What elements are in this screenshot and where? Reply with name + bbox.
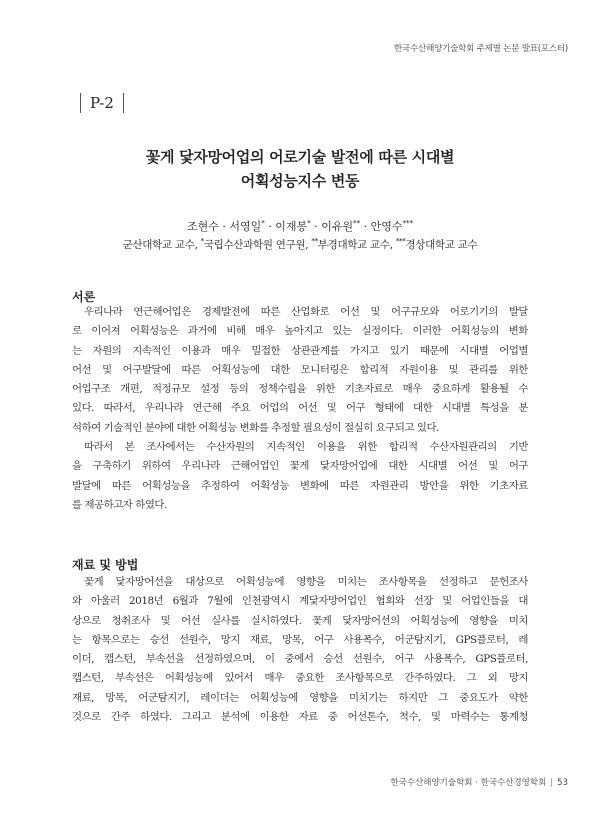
author-separator: ·	[360, 220, 371, 233]
body-text-line: 있다. 따라서, 우리나라 연근해 주요 어업의 어선 및 어구 형태에 대한 시대별 특성을 분	[72, 402, 528, 415]
author-affiliation-mark: ***	[402, 219, 413, 228]
author-name: 서영일	[229, 220, 262, 233]
paper-code-box: P-2	[80, 93, 124, 113]
section-heading-methods: 재료 및 방법	[72, 558, 139, 572]
affiliation-list	[0, 237, 600, 252]
paper-title-line-1: 꽃게 닻자망어업의 어로기술 발전에 따른 시대별	[145, 148, 455, 166]
author-affiliation-mark: **	[353, 219, 361, 228]
affiliation-text: 경상대학교 교수	[405, 239, 478, 251]
body-text-line: 캡스턴, 부속선은 어획성능에 있어서 매우 중요한 조사항목으로 간주하였다. 그 외 망지	[72, 672, 528, 685]
body-text-line: 석하여 기술적인 분야에 대한 어획성능 변화를 추정할 필요성이 절실히 요구되고 있다.	[72, 421, 439, 434]
affiliation-mark: ***	[395, 237, 406, 246]
author-separator: ·	[218, 220, 230, 233]
body-text-line: 따라서 본 조사에서는 수산자원의 지속적인 이용을 위한 합리적 수산자원관리의 기반	[84, 441, 528, 454]
author-name: 안영수	[370, 220, 403, 233]
body-text-line: 어업구조 개편, 적정규모 설정 등의 정책수립을 위한 기초자료로 매우 중요하게 활용될 수	[72, 383, 528, 396]
affiliation-mark: *	[200, 237, 204, 246]
section-body-methods	[72, 573, 528, 727]
body-text-line: 발달에 따른 어획성능을 추정하여 어획성능 변화에 따른 자원관리 방안을 위한 기초자료	[72, 479, 528, 492]
body-text-line: 꽃게 닻자망어선을 대상으로 어획성능에 영향을 미치는 조사항목을 선정하고 문헌조사	[84, 576, 528, 588]
author-name: 이재봉	[275, 220, 308, 233]
section-heading-introduction: 서론	[72, 290, 96, 304]
author-list	[0, 218, 600, 234]
paper-title-line-2: 어획성능지수 변동	[240, 172, 360, 190]
affiliation-text: 부경대학교 교수,	[317, 239, 396, 251]
author-affiliation-mark: *	[261, 219, 265, 228]
running-header: 한국수산해양기술학회 주제별 논문 발표(포스터)	[394, 44, 568, 54]
author-affiliation-mark: *	[307, 219, 311, 228]
body-text-line: 는 항목으로는 승선 선원수, 망지 재료, 망목, 어구 사용폭수, 어군탐지기, GPS플로터, 레	[72, 633, 528, 646]
author-name: 이유원	[321, 220, 354, 233]
body-text-line: 어선 및 어구발달에 따른 어획성능에 대한 모니터링은 합리적 자원이용 및 관리를 위한	[72, 363, 528, 376]
body-text-line: 를 제공하고자 하였다.	[72, 498, 167, 511]
body-text-line: 상으로 청취조사 및 어선 실사를 실시하였다. 꽃게 닻자망어선의 어획성능에 영향을 미치	[72, 614, 528, 627]
body-text-line: 이더, 캡스턴, 부속선을 선정하였으며, 이 중에서 승선 선원수, 어구 사용폭수, GPS플로터,	[72, 653, 528, 666]
body-text-line: 우리나라 연근해어업은 경제발전에 따른 산업화로 어선 및 어구규모와 어로기기의 발달	[84, 306, 528, 318]
footer-separator: |	[550, 778, 554, 788]
author-name: 조현수	[187, 220, 219, 233]
affiliation-mark: **	[311, 237, 318, 246]
section-body-introduction	[72, 303, 528, 515]
page-number: 53	[557, 778, 568, 788]
body-text-line: 는 자원의 지속적인 이용과 매우 밀접한 상관관계를 가지고 있기 때문에 시대별 어업별	[72, 344, 528, 357]
body-text-line: 로 이어져 어획성능은 과거에 비해 매우 높아지고 있는 실정이다. 이러한 어획성능의 변화	[72, 325, 528, 338]
footer-journal: 한국수산해양기술학회 · 한국수산경영학회	[390, 778, 547, 788]
affiliation-text: 국립수산과학원 연구원,	[203, 239, 312, 251]
running-footer	[390, 776, 568, 788]
body-text-line: 것으로 간주 하였다. 그리고 분석에 이용한 자료 중 어선톤수, 척수, 및 마력수는 통계청	[72, 711, 528, 724]
body-text-line: 재료, 망목, 어군탐지기, 레이더는 어획성능에 영향을 미치기는 하지만 그 중요도가 약한	[72, 691, 528, 704]
body-text-line: 을 구축하기 위하여 우리나라 근해어업인 꽃게 닻자망어업에 대한 시대별 어선 및 어구	[72, 460, 528, 473]
affiliation-text: 군산대학교 교수,	[122, 239, 201, 251]
author-separator: ·	[264, 220, 276, 233]
body-text-line: 와 아울러 2018년 6월과 7월에 인천광역시 계닻자망어업인 협회와 선장 및 어업인들을 대	[72, 595, 528, 608]
author-separator: ·	[310, 220, 322, 233]
